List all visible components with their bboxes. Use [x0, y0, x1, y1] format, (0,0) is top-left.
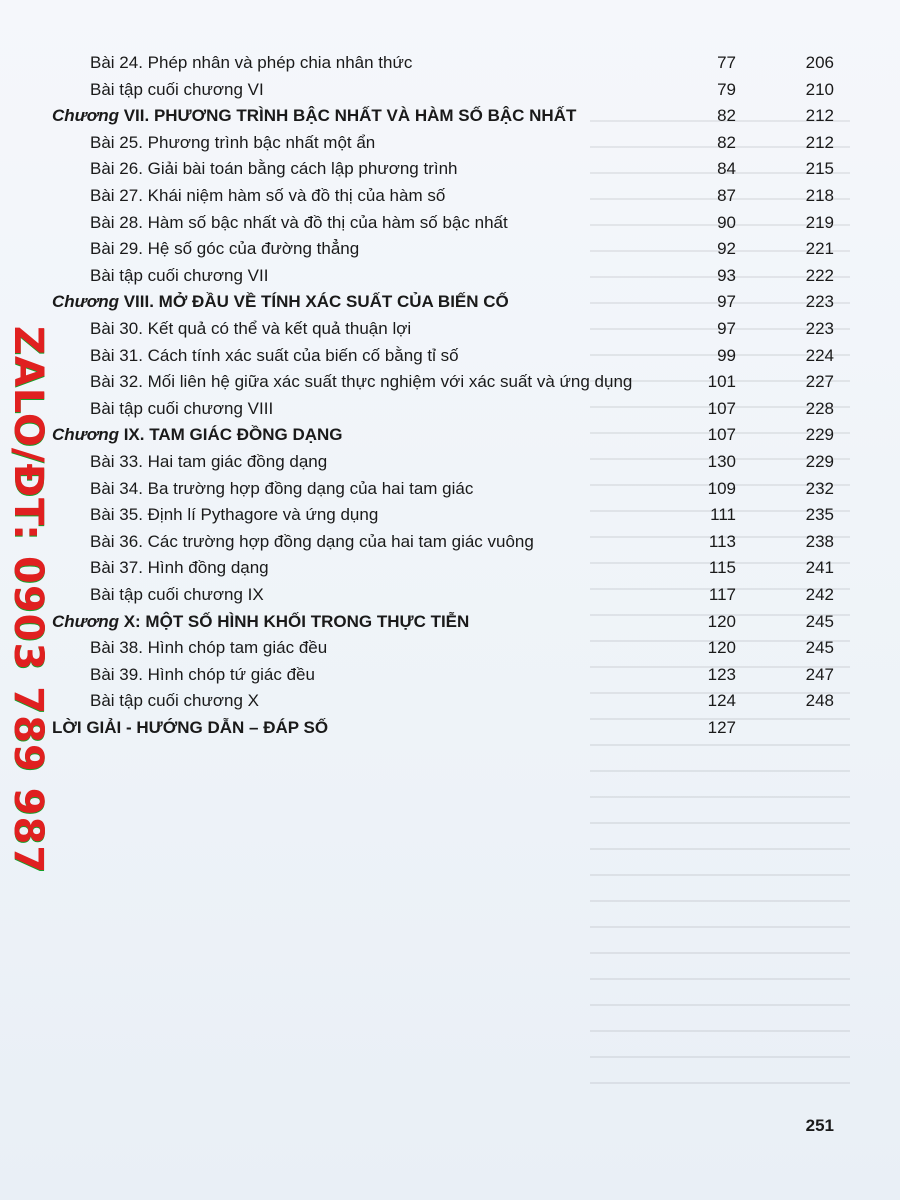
toc-entry-title: Bài 25. Phương trình bậc nhất một ẩn: [90, 133, 376, 152]
chapter-title: VIII. MỞ ĐẦU VỀ TÍNH XÁC SUẤT CỦA BIẾN CỐ: [118, 292, 509, 311]
toc-page-number-book: 117: [708, 585, 736, 604]
toc-page-number-solution: 218: [805, 186, 834, 205]
toc-entry-title: Bài tập cuối chương IX: [90, 585, 264, 604]
toc-lesson-row: [0, 183, 900, 209]
toc-entry-title: [52, 103, 576, 129]
toc-entry-title: Bài tập cuối chương VIII: [90, 399, 274, 418]
toc-lesson-row: [0, 635, 900, 661]
toc-lesson-row: [0, 263, 900, 289]
toc-page-number-solution: 242: [805, 585, 834, 604]
toc-lesson-row: [0, 236, 900, 262]
toc-entry-title: Bài 28. Hàm số bậc nhất và đồ thị của hàm số bậc nhất: [90, 213, 508, 232]
chapter-title: VII. PHƯƠNG TRÌNH BẬC NHẤT VÀ HÀM SỐ BẬC NHẤT: [118, 106, 577, 125]
toc-entry-title: Bài 38. Hình chóp tam giác đều: [90, 638, 328, 657]
toc-lesson-row: [0, 77, 900, 103]
toc-lesson-row: [0, 449, 900, 475]
toc-page-number-book: 109: [707, 479, 736, 498]
toc-lesson-row: [0, 582, 900, 608]
toc-page-number-book: 84: [717, 159, 736, 178]
toc-page-number-book: 120: [707, 612, 736, 631]
chapter-prefix: Chương: [52, 425, 119, 444]
toc-page-number-book: 77: [717, 53, 736, 72]
toc-lesson-row: [0, 476, 900, 502]
toc-page-number-book: 107: [707, 399, 736, 418]
toc-page-number-solution: 206: [805, 53, 834, 72]
toc-lesson-row: [0, 688, 900, 714]
toc-chapter-row: [0, 422, 900, 448]
toc-page-number-book: 87: [717, 186, 736, 205]
toc-page-number-solution: 229: [805, 425, 834, 444]
toc-page-number-book: 101: [707, 372, 736, 391]
toc-page-number-solution: 245: [805, 638, 834, 657]
toc-page-number-book: 107: [707, 425, 736, 444]
toc-page-number-solution: 235: [805, 505, 834, 524]
toc-page-number-book: 130: [707, 452, 736, 471]
toc-page-number-solution: 241: [805, 558, 834, 577]
chapter-prefix: Chương: [52, 612, 119, 631]
toc-page-number-book: 97: [717, 292, 736, 311]
toc-page-number-book: 123: [707, 665, 736, 684]
toc-page-number-book: 115: [708, 558, 736, 577]
toc-page-number-solution: 227: [805, 372, 834, 391]
toc-page-number-solution: 221: [805, 239, 834, 258]
toc-page-number-book: 113: [708, 532, 736, 551]
toc-lesson-row: [0, 343, 900, 369]
toc-entry-title: Bài 36. Các trường hợp đồng dạng của hai tam giác vuông: [90, 532, 534, 551]
page-number: 251: [805, 1116, 834, 1135]
toc-chapter-row: [0, 609, 900, 635]
contact-watermark: [6, 310, 50, 890]
toc-entry-title: Bài 35. Định lí Pythagore và ứng dụng: [90, 505, 379, 524]
toc-lesson-row: [0, 502, 900, 528]
toc-page-number-solution: 223: [805, 319, 834, 338]
toc-entry-title: Bài 24. Phép nhân và phép chia nhân thức: [90, 53, 413, 72]
toc-page-number-book: 124: [707, 691, 736, 710]
toc-page-number-book: 82: [717, 106, 736, 125]
toc-page-number-solution: 229: [805, 452, 834, 471]
toc-page-number-book: 93: [717, 266, 736, 285]
toc-lesson-row: [0, 369, 900, 395]
toc-entry-title: [52, 289, 509, 315]
toc-page-number-solution: 248: [805, 691, 834, 710]
toc-page-number-solution: 212: [805, 133, 834, 152]
toc-entry-title: Bài 31. Cách tính xác suất của biến cố bằng tỉ số: [90, 346, 459, 365]
toc-lesson-row: [0, 130, 900, 156]
toc-page-number-solution: 238: [805, 532, 834, 551]
toc-entry-title: Bài tập cuối chương VII: [90, 266, 269, 285]
toc-page-number-solution: 210: [805, 80, 834, 99]
toc-entry-title: Bài 33. Hai tam giác đồng dạng: [90, 452, 328, 471]
toc-entry-title: Bài 30. Kết quả có thể và kết quả thuận lợi: [90, 319, 412, 338]
toc-lesson-row: [0, 50, 900, 76]
watermark-text: ZALO/ĐT: 0903 789 987: [5, 325, 51, 875]
toc-entry-title: Bài tập cuối chương VI: [90, 80, 264, 99]
toc-page-number-solution: 224: [805, 346, 834, 365]
toc-page-number-book: 111: [710, 505, 736, 524]
toc-page-number-book: 92: [717, 239, 736, 258]
toc-chapter-row: [0, 289, 900, 315]
toc-lesson-row: [0, 529, 900, 555]
toc-entry-title: Bài 37. Hình đồng dạng: [90, 558, 269, 577]
toc-page-number-book: 99: [717, 346, 736, 365]
toc-entry-title: Bài 39. Hình chóp tứ giác đều: [90, 665, 315, 684]
toc-entry-title: Bài tập cuối chương X: [90, 691, 260, 710]
toc-lesson-row: [0, 396, 900, 422]
chapter-prefix: Chương: [52, 292, 119, 311]
toc-page-number-book: 97: [717, 319, 736, 338]
toc-lesson-row: [0, 210, 900, 236]
toc-lesson-row: [0, 555, 900, 581]
toc-page-number-book: 127: [707, 718, 736, 737]
toc-page-number-solution: 222: [805, 266, 834, 285]
toc-lesson-row: [0, 316, 900, 342]
toc-entry-title: Bài 29. Hệ số góc của đường thẳng: [90, 239, 360, 258]
toc-page-number-solution: 215: [805, 159, 834, 178]
toc-page-number-solution: 232: [805, 479, 834, 498]
toc-page-number-solution: 223: [805, 292, 834, 311]
toc-entry-title: [52, 422, 343, 448]
chapter-title: IX. TAM GIÁC ĐỒNG DẠNG: [118, 425, 343, 444]
toc-page-number-book: 82: [717, 133, 736, 152]
toc-chapter-row: [0, 103, 900, 129]
chapter-prefix: Chương: [52, 106, 119, 125]
toc-page-number-book: 90: [717, 213, 736, 232]
toc-chapter-row: [0, 715, 900, 741]
toc-page-number-solution: 219: [805, 213, 834, 232]
toc-entry-title: Bài 32. Mối liên hệ giữa xác suất thực nghiệm với xác suất và ứng dụng: [90, 372, 633, 391]
chapter-title: LỜI GIẢI - HƯỚNG DẪN – ĐÁP SỐ: [52, 718, 329, 737]
toc-page-number-book: 79: [717, 80, 736, 99]
toc-page-number-solution: 212: [805, 106, 834, 125]
toc-page-number-book: 120: [707, 638, 736, 657]
chapter-title: X: MỘT SỐ HÌNH KHỐI TRONG THỰC TIỄN: [118, 612, 470, 631]
toc-lesson-row: [0, 662, 900, 688]
toc-entry-title: [52, 715, 328, 741]
toc-entry-title: [52, 609, 469, 635]
toc-page-number-solution: 228: [805, 399, 834, 418]
toc-page-number-solution: 247: [805, 665, 834, 684]
toc-entry-title: Bài 34. Ba trường hợp đồng dạng của hai tam giác: [90, 479, 474, 498]
toc-entry-title: Bài 27. Khái niệm hàm số và đồ thị của hàm số: [90, 186, 446, 205]
toc-page-number-solution: 245: [805, 612, 834, 631]
toc-entry-title: Bài 26. Giải bài toán bằng cách lập phương trình: [90, 159, 458, 178]
toc-lesson-row: [0, 156, 900, 182]
